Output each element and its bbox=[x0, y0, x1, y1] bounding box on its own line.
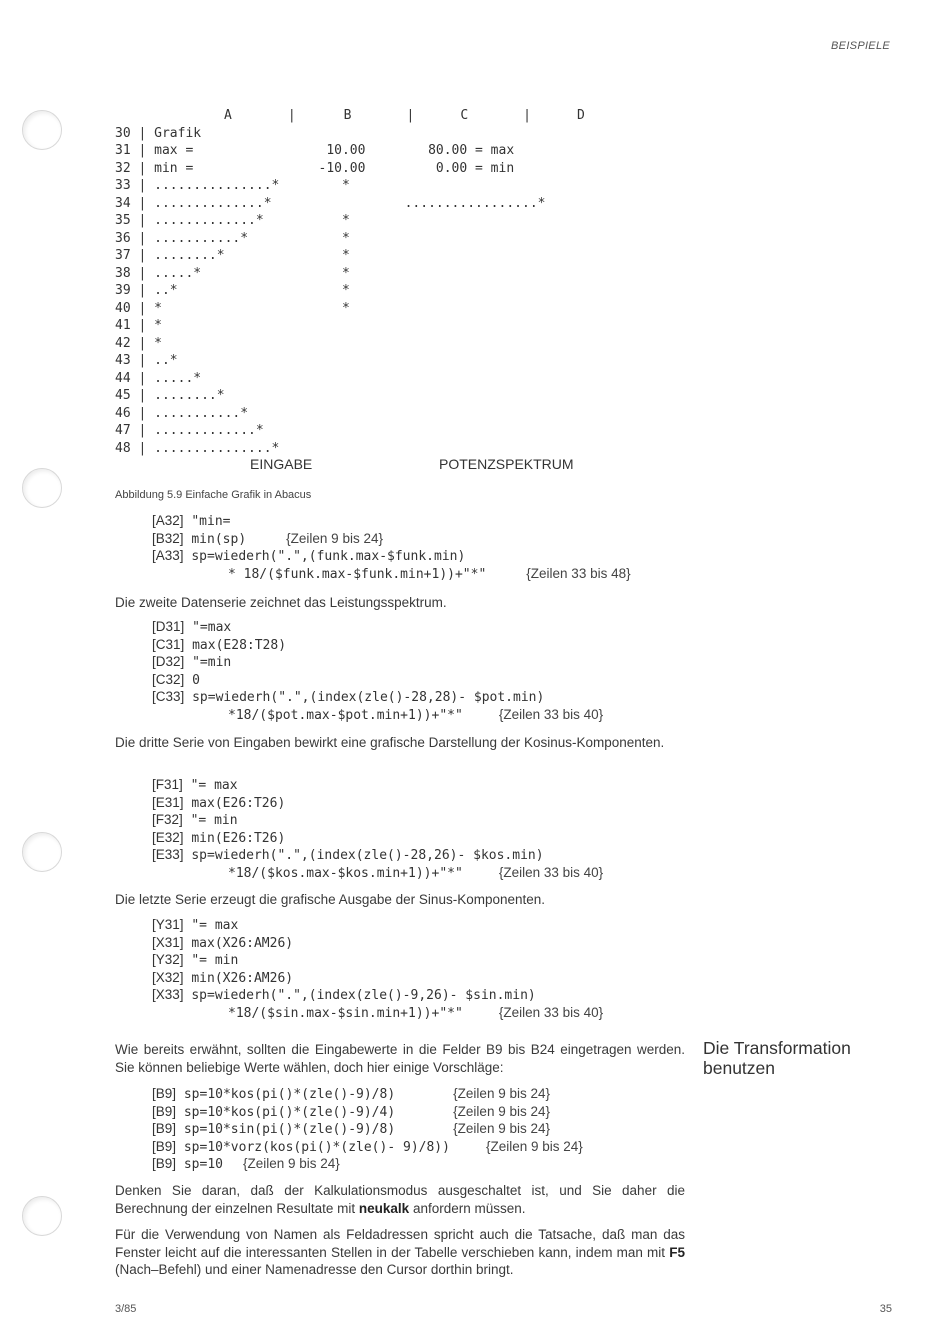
code-line bbox=[152, 1103, 583, 1121]
row-content: .............* * bbox=[154, 213, 350, 228]
row-content: ...........* * bbox=[154, 230, 350, 246]
row-number: 33 bbox=[115, 178, 131, 193]
cell-reference: [B9] bbox=[152, 1086, 177, 1101]
cell-reference: [D32] bbox=[152, 654, 185, 669]
code-line bbox=[152, 916, 603, 934]
formula: "min= bbox=[191, 514, 231, 529]
sheet-row bbox=[115, 317, 585, 335]
page-number: 35 bbox=[879, 1303, 892, 1315]
cell-reference: [A33] bbox=[152, 548, 184, 563]
sheet-row bbox=[115, 142, 585, 160]
sheet-row bbox=[115, 352, 585, 370]
row-number: 43 bbox=[115, 353, 131, 368]
sheet-row bbox=[115, 195, 585, 213]
code-block-2 bbox=[152, 618, 603, 723]
cell-reference: [B9] bbox=[152, 1156, 177, 1171]
code-line bbox=[152, 618, 603, 636]
cell-reference: [C31] bbox=[152, 636, 185, 652]
formula: sp=10*kos(pi()*(zle()-9)/8) bbox=[183, 1087, 396, 1102]
figure-caption: Abbildung 5.9 Einfache Grafik in Abacus bbox=[115, 489, 312, 501]
formula: sp=wiederh(".",(index(zle()-28,28)- $pot.min) bbox=[192, 690, 545, 705]
code-line bbox=[152, 565, 631, 583]
row-range-note: {Zeilen 33 bis 40} bbox=[498, 706, 604, 722]
formula: * 18/($funk.max-$funk.min+1))+"*" bbox=[228, 566, 487, 582]
sheet-row bbox=[115, 405, 585, 423]
code-line bbox=[152, 688, 603, 706]
sheet-row bbox=[115, 335, 585, 353]
row-range-note: {Zeilen 9 bis 24} bbox=[453, 1121, 550, 1136]
sheet-row bbox=[115, 212, 585, 230]
row-content: ...........* bbox=[154, 405, 249, 421]
sheet-row bbox=[115, 265, 585, 283]
paragraph-4: Wie bereits erwähnt, sollten die Eingabewerte in die Felder B9 bis B24 eingetragen werden. Sie können beliebige Werte wählen, doch hier einige Vorschläge: bbox=[115, 1042, 685, 1075]
command-neukalk: neukalk bbox=[358, 1200, 410, 1216]
formula: *18/($pot.max-$pot.min+1))+"*" bbox=[228, 707, 463, 723]
row-content: * * bbox=[154, 300, 350, 316]
cell-reference: [B32] bbox=[152, 530, 184, 546]
formula: "= min bbox=[191, 953, 239, 968]
row-content: .............* bbox=[154, 423, 264, 438]
formula: sp=10 bbox=[183, 1157, 223, 1172]
row-number: 47 bbox=[115, 423, 131, 438]
formula: "= min bbox=[190, 813, 238, 828]
paragraph-5-text: Denken Sie daran, daß der Kalkulationsmodus ausgeschaltet ist, und Sie daher die Berechnung der einzelnen Resultate mit bbox=[115, 1183, 685, 1216]
row-separator: | bbox=[130, 195, 155, 211]
column-header-a: A bbox=[224, 108, 232, 123]
code-line bbox=[152, 811, 603, 829]
formula: "=max bbox=[192, 620, 232, 635]
sheet-row bbox=[115, 247, 585, 265]
sheet-row bbox=[115, 300, 585, 318]
cell-reference: [X33] bbox=[152, 987, 184, 1002]
formula: "=min bbox=[192, 655, 232, 670]
row-range-note: {Zeilen 33 bis 40} bbox=[498, 864, 604, 880]
code-line bbox=[152, 512, 631, 530]
code-line bbox=[152, 1138, 583, 1156]
row-range-note: {Zeilen 33 bis 48} bbox=[526, 565, 631, 581]
code-line bbox=[152, 846, 603, 864]
paragraph-2: Die dritte Serie von Eingaben bewirkt eine grafische Darstellung der Kosinus-Komponenten. bbox=[115, 735, 665, 750]
code-line bbox=[152, 671, 603, 689]
cell-reference: [E31] bbox=[152, 794, 184, 810]
section-header: BEISPIELE bbox=[831, 40, 890, 52]
side-heading-line-1: Die Transformation bbox=[703, 1038, 851, 1058]
code-line bbox=[152, 530, 631, 548]
code-line bbox=[152, 864, 603, 882]
code-line bbox=[152, 829, 603, 847]
row-number: 45 bbox=[115, 388, 131, 403]
row-separator: | bbox=[130, 300, 155, 316]
cell-reference: [A32] bbox=[152, 513, 184, 528]
formula: sp=wiederh(".",(funk.max-$funk.min) bbox=[191, 549, 466, 564]
figure-label-potenzspektrum: POTENZSPEKTRUM bbox=[439, 456, 574, 472]
row-separator: | bbox=[130, 423, 155, 438]
row-content: ..............* .................* bbox=[154, 195, 546, 211]
sheet-row bbox=[115, 160, 585, 178]
row-number: 41 bbox=[115, 318, 131, 333]
column-header-c: C bbox=[460, 108, 469, 123]
cell-reference: [B9] bbox=[152, 1103, 177, 1119]
binder-hole bbox=[22, 832, 62, 872]
cell-reference: [C32] bbox=[152, 671, 185, 687]
formula: min(X26:AM26) bbox=[191, 970, 294, 986]
formula: max(X26:AM26) bbox=[191, 935, 294, 951]
cell-reference: [F31] bbox=[152, 777, 183, 792]
sheet-row bbox=[115, 440, 585, 458]
code-line bbox=[152, 776, 603, 794]
binder-hole bbox=[22, 110, 62, 150]
code-line bbox=[152, 1155, 583, 1173]
row-separator: | bbox=[130, 370, 155, 386]
row-separator: | bbox=[130, 160, 155, 176]
column-separator: | bbox=[287, 108, 296, 123]
formula: "= max bbox=[191, 918, 239, 933]
sheet-row bbox=[115, 177, 585, 195]
code-line bbox=[152, 969, 603, 987]
row-content: max = 10.00 80.00 = max bbox=[154, 143, 515, 158]
row-separator: | bbox=[130, 230, 155, 246]
cell-reference: [Y32] bbox=[152, 952, 184, 967]
formula: *18/($sin.max-$sin.min+1))+"*" bbox=[228, 1005, 463, 1021]
code-block-3 bbox=[152, 776, 603, 881]
cell-reference: [B9] bbox=[152, 1121, 177, 1136]
row-number: 39 bbox=[115, 283, 131, 298]
code-block-1 bbox=[152, 512, 631, 582]
cell-reference: [D31] bbox=[152, 619, 185, 634]
code-line bbox=[152, 986, 603, 1004]
code-line bbox=[152, 1085, 583, 1103]
paragraph-5-text-end: anfordern müssen. bbox=[409, 1200, 526, 1216]
row-separator: | bbox=[130, 318, 155, 333]
row-range-note: {Zeilen 9 bis 24} bbox=[453, 1103, 550, 1119]
code-line bbox=[152, 1120, 583, 1138]
paragraph-5 bbox=[115, 1182, 685, 1217]
side-heading-line-2: benutzen bbox=[703, 1058, 776, 1078]
formula: max(E28:T28) bbox=[192, 637, 287, 653]
row-separator: | bbox=[130, 440, 155, 456]
row-content: .....* bbox=[154, 370, 202, 386]
cell-reference: [B9] bbox=[152, 1138, 177, 1154]
row-number: 48 bbox=[115, 440, 131, 456]
row-content: ........* * bbox=[154, 248, 350, 263]
column-separator: | bbox=[406, 108, 415, 123]
row-number: 42 bbox=[115, 335, 131, 351]
formula: "= max bbox=[190, 778, 238, 793]
paragraph-6-text: Für die Verwendung von Namen als Feldadressen spricht auch die Tatsache, daß man das Fenster leicht auf die interessanten Stellen in der Tabelle verschieben kann, indem man mit bbox=[115, 1227, 685, 1260]
row-number: 37 bbox=[115, 248, 131, 263]
row-number: 36 bbox=[115, 230, 131, 246]
code-line bbox=[152, 547, 631, 565]
row-range-note: {Zeilen 9 bis 24} bbox=[453, 1086, 550, 1101]
column-header-b: B bbox=[343, 108, 352, 123]
row-separator: | bbox=[130, 178, 155, 193]
row-content: ...............* bbox=[154, 440, 280, 456]
row-range-note: {Zeilen 9 bis 24} bbox=[242, 1156, 340, 1171]
column-header-row bbox=[115, 107, 585, 125]
row-separator: | bbox=[130, 143, 155, 158]
row-separator: | bbox=[130, 265, 155, 281]
footer-date: 3/85 bbox=[115, 1303, 137, 1315]
row-content: ........* bbox=[154, 388, 225, 403]
cell-reference: [E32] bbox=[152, 829, 184, 845]
row-content: Grafik bbox=[154, 125, 202, 141]
paragraph-3: Die letzte Serie erzeugt die grafische Ausgabe der Sinus-Komponenten. bbox=[115, 892, 546, 907]
row-number: 34 bbox=[115, 195, 131, 211]
paragraph-6 bbox=[115, 1226, 685, 1279]
sheet-row bbox=[115, 370, 585, 388]
row-content: * bbox=[154, 335, 162, 351]
row-separator: | bbox=[130, 248, 155, 263]
row-number: 35 bbox=[115, 213, 131, 228]
formula: min(E26:T26) bbox=[191, 830, 286, 846]
cell-reference: [F32] bbox=[152, 812, 183, 827]
row-content: min = -10.00 0.00 = min bbox=[154, 160, 515, 176]
column-header-d: D bbox=[576, 108, 585, 123]
key-f5: F5 bbox=[669, 1244, 685, 1260]
row-range-note: {Zeilen 33 bis 40} bbox=[498, 1004, 604, 1020]
code-line bbox=[152, 1004, 603, 1022]
side-heading bbox=[703, 1038, 851, 1078]
formula: sp=wiederh(".",(index(zle()-9,26)- $sin.min) bbox=[191, 988, 536, 1003]
row-number: 31 bbox=[115, 143, 131, 158]
code-block-4 bbox=[152, 916, 603, 1021]
row-number: 30 bbox=[115, 125, 131, 141]
binder-hole bbox=[22, 1196, 62, 1236]
code-line bbox=[152, 706, 603, 724]
row-number: 46 bbox=[115, 405, 131, 421]
row-number: 38 bbox=[115, 265, 131, 281]
formula: sp=10*kos(pi()*(zle()-9)/4) bbox=[183, 1104, 396, 1120]
sheet-row bbox=[115, 125, 585, 143]
code-block-5 bbox=[152, 1085, 583, 1173]
code-line bbox=[152, 794, 603, 812]
row-separator: | bbox=[130, 213, 155, 228]
formula: min(sp) bbox=[191, 531, 247, 547]
row-separator: | bbox=[130, 353, 155, 368]
row-number: 40 bbox=[115, 300, 131, 316]
code-line bbox=[152, 636, 603, 654]
row-separator: | bbox=[130, 388, 155, 403]
row-separator: | bbox=[130, 335, 155, 351]
binder-hole bbox=[22, 468, 62, 508]
cell-reference: [Y31] bbox=[152, 917, 184, 932]
cell-reference: [E33] bbox=[152, 847, 184, 862]
code-line bbox=[152, 653, 603, 671]
row-range-note: {Zeilen 9 bis 24} bbox=[485, 1138, 583, 1154]
row-content: * bbox=[154, 318, 162, 333]
cell-reference: [X32] bbox=[152, 969, 184, 985]
row-separator: | bbox=[130, 283, 155, 298]
code-line bbox=[152, 951, 603, 969]
formula: sp=wiederh(".",(index(zle()-28,26)- $kos.min) bbox=[191, 848, 544, 863]
figure-label-eingabe: EINGABE bbox=[250, 456, 313, 472]
sheet-row bbox=[115, 230, 585, 248]
code-line bbox=[152, 934, 603, 952]
formula: sp=10*sin(pi()*(zle()-9)/8) bbox=[183, 1122, 396, 1137]
row-separator: | bbox=[130, 125, 155, 141]
paragraph-6-text-end: (Nach–Befehl) und einer Namenadresse den Cursor dorthin bringt. bbox=[115, 1262, 514, 1277]
row-number: 32 bbox=[115, 160, 131, 176]
row-range-note: {Zeilen 9 bis 24} bbox=[286, 530, 383, 546]
sheet-row bbox=[115, 282, 585, 300]
formula: 0 bbox=[192, 672, 200, 688]
cell-reference: [X31] bbox=[152, 934, 184, 950]
cell-reference: [C33] bbox=[152, 689, 185, 704]
sheet-row bbox=[115, 422, 585, 440]
column-separator: | bbox=[523, 108, 531, 123]
formula: sp=10*vorz(kos(pi()*(zle()- 9)/8)) bbox=[183, 1139, 450, 1155]
row-content: .....* * bbox=[154, 265, 350, 281]
row-separator: | bbox=[130, 405, 155, 421]
row-content: ..* bbox=[154, 353, 178, 368]
row-content: ...............* * bbox=[154, 178, 350, 193]
row-number: 44 bbox=[115, 370, 131, 386]
paragraph-1: Die zweite Datenserie zeichnet das Leistungsspektrum. bbox=[115, 595, 447, 610]
formula: max(E26:T26) bbox=[191, 795, 286, 811]
spreadsheet-figure bbox=[115, 107, 585, 457]
row-content: ..* * bbox=[154, 283, 350, 298]
formula: *18/($kos.max-$kos.min+1))+"*" bbox=[228, 865, 463, 881]
sheet-row bbox=[115, 387, 585, 405]
